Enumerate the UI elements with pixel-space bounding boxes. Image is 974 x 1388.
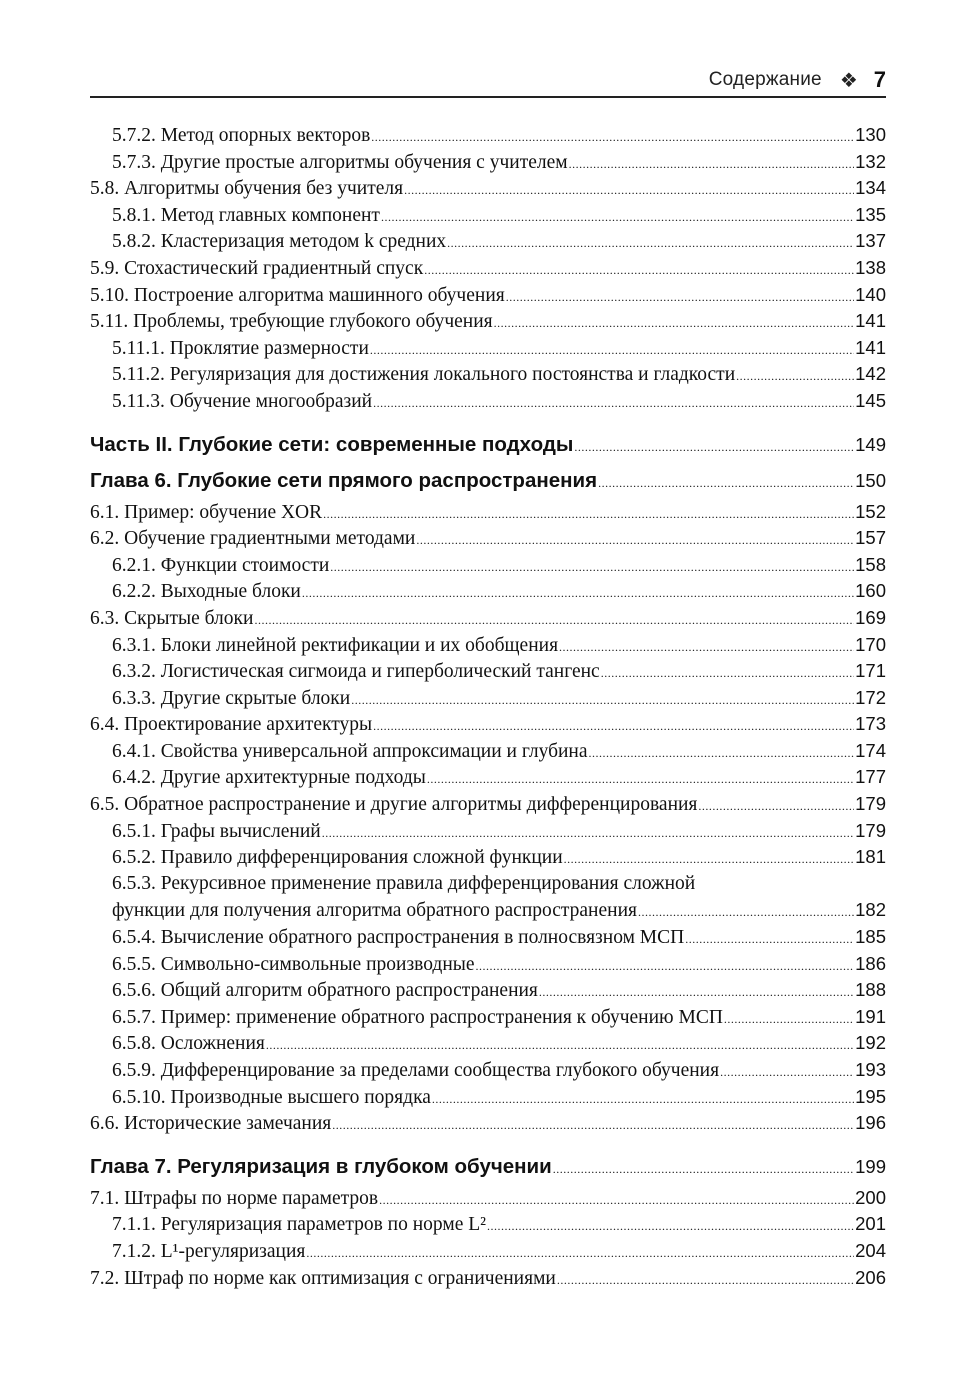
toc-entry-title: 6.5.10. Производные высшего порядка [112,1086,431,1108]
toc-page-number: 171 [855,660,886,682]
toc-page-number: 188 [855,979,886,1001]
toc-page-number: 192 [855,1032,886,1054]
toc-page-number: 179 [855,793,886,815]
toc-page-number: 141 [855,336,886,358]
dot-leader [266,1032,854,1059]
dot-leader [432,1086,854,1113]
dot-leader [539,979,854,1006]
toc-entry-title: 6.4.1. Свойства универсальной аппроксимации и глубина [112,740,588,762]
toc-entry-row[interactable] [90,228,886,255]
toc-page-number: 177 [855,766,886,788]
toc-entry-title: 5.7.3. Другие простые алгоритмы обучения с учителем [112,151,568,173]
toc-entry-title: 6.1. Пример: обучение XOR [90,501,323,523]
dot-leader [476,953,855,980]
dot-leader [720,1059,854,1086]
toc-entry-title: 5.7.2. Метод опорных векторов [112,125,371,146]
toc-page-number: 191 [855,1005,886,1027]
toc-entry-row[interactable] [90,1084,886,1111]
toc-entry-row[interactable] [90,552,886,579]
toc-entry-title: 6.3.1. Блоки линейной ректификации и их обобщения [112,634,559,656]
toc-page-number: 141 [855,310,886,332]
toc-entry-title: 7.1.1. Регуляризация параметров по норме L² [112,1214,487,1236]
toc-entry-title: 5.8.1. Метод главных компонент [112,204,380,226]
toc-entry-title: 6.2.1. Функции стоимости [112,554,330,576]
running-header [90,64,886,98]
toc-entry-title: 6.4. Проектирование архитектуры [90,714,373,736]
toc-entry-row[interactable] [90,605,886,632]
toc-page-number: 158 [855,553,886,575]
dot-leader [559,634,854,661]
toc-entry-title: 6.5.8. Осложнения [112,1033,265,1055]
toc-entry-title: 5.9. Стохастический градиентный спуск [90,257,424,279]
toc-page-number: 152 [855,500,886,522]
toc-entry-row[interactable] [90,1004,886,1031]
toc-page-number: 142 [855,363,886,385]
toc-page-number: 204 [855,1239,886,1261]
page-number: 7 [873,67,886,92]
toc-page-number: 172 [855,686,886,708]
dot-leader [736,363,854,390]
toc-entry-row[interactable] [90,977,886,1004]
dot-leader [589,740,855,767]
toc-entry-row[interactable] [90,255,886,282]
toc-entry-row[interactable] [90,1185,886,1212]
dot-leader [370,337,854,364]
toc-entry-title: 6.4.2. Другие архитектурные подходы [112,767,426,789]
toc-page-number: 157 [855,527,886,549]
toc-page-number: 201 [855,1213,886,1235]
toc-entry-row[interactable] [90,685,886,712]
toc-entry-row[interactable] [90,175,886,202]
dot-leader [371,124,854,151]
toc-entry-row[interactable] [90,632,886,659]
toc-page-number: 186 [855,952,886,974]
toc-entry-title: 6.3. Скрытые блоки [90,607,254,629]
toc-page-number: 173 [855,713,886,735]
toc-entry-row[interactable] [90,308,886,335]
toc-entry-title: 6.5. Обратное распространение и другие алгоритмы дифференцирования [90,794,698,816]
toc-page-number: 174 [855,739,886,761]
dot-leader [427,766,854,793]
toc-page-number: 199 [855,1155,886,1177]
dot-leader [447,230,854,257]
toc-entry-row[interactable] [90,388,886,415]
toc-page-number: 140 [855,283,886,305]
toc-entry-row[interactable] [90,1265,886,1292]
toc-heading-row[interactable] [90,427,886,463]
table-of-contents [90,122,886,1291]
dot-leader [373,390,854,417]
dot-leader [254,607,854,634]
toc-heading-row[interactable] [90,463,886,499]
toc-entry-row[interactable] [90,1110,886,1137]
dot-leader [373,713,854,740]
toc-entry-row[interactable] [90,282,886,309]
toc-entry-row[interactable] [90,149,886,176]
dot-leader [306,1240,854,1267]
dot-leader [494,310,854,337]
toc-page-number: 169 [855,606,886,628]
dot-leader [685,926,854,953]
dot-leader [381,204,854,231]
toc-entry-title: 6.5.1. Графы вычислений [112,820,321,842]
dot-leader [564,846,854,873]
toc-page-number: 134 [855,177,886,199]
toc-entry-row[interactable] [90,1238,886,1265]
toc-page-number: 179 [855,819,886,841]
toc-entry-title: Часть II. Глубокие сети: современные подходы [90,432,574,456]
dot-leader [698,793,854,820]
toc-entry-row[interactable] [90,764,886,791]
toc-page-number: 137 [855,230,886,252]
dot-leader [487,1213,854,1240]
toc-page-number: 196 [855,1112,886,1134]
toc-entry-title: 5.11.1. Проклятие размерности [112,337,369,359]
toc-entry-row[interactable] [90,818,886,845]
dot-leader [724,1006,854,1033]
toc-entry-row[interactable] [90,525,886,552]
diamond-ornament-icon: ❖ [839,69,858,92]
toc-entry-title: 6.5.6. Общий алгоритм обратного распространения [112,980,538,1002]
toc-entry-row[interactable] [90,791,886,818]
toc-entry-row[interactable] [90,202,886,229]
toc-page-number: 195 [855,1085,886,1107]
toc-entry-title: 7.1. Штрафы по норме параметров [90,1187,379,1209]
toc-entry-row[interactable] [90,361,886,388]
toc-entry-row[interactable] [90,711,886,738]
toc-page-number: 135 [855,203,886,225]
dot-leader [322,820,854,847]
toc-entry-title: 5.8. Алгоритмы обучения без учителя [90,178,404,200]
toc-entry-title: 5.11. Проблемы, требующие глубокого обучения [90,311,493,333]
toc-entry-title: 5.11.3. Обучение многообразий [112,390,373,412]
dot-leader [404,177,854,204]
dot-leader [553,1151,854,1187]
toc-entry-title: 6.3.2. Логистическая сигмоида и гиперболический тангенс [112,661,600,683]
toc-entry-title: 6.2. Обучение градиентными методами [90,528,416,550]
toc-page-number: 150 [855,469,886,491]
toc-entry-row[interactable] [90,1211,886,1238]
toc-page-number: 145 [855,389,886,411]
toc-page-number: 185 [855,926,886,948]
dot-leader [557,1267,854,1294]
toc-entry-row[interactable] [90,578,886,605]
header-title: Содержание [708,69,822,90]
dot-leader [379,1187,854,1214]
toc-entry-row[interactable] [90,122,886,149]
toc-entry-title: 6.5.3. Рекурсивное применение правила дифференцирования сложной [112,872,696,894]
toc-page-number: 181 [855,846,886,868]
toc-entry-row[interactable] [90,1030,886,1057]
toc-entry-row[interactable] [90,335,886,362]
dot-leader [416,527,854,554]
toc-page-number: 149 [855,433,886,455]
toc-page-number: 130 [855,124,886,145]
toc-entry-title: 6.5.2. Правило дифференцирования сложной функции [112,847,563,869]
toc-page-number: 206 [855,1266,886,1288]
dot-leader [332,1112,854,1139]
dot-leader [598,465,854,501]
toc-entry-title: Глава 6. Глубокие сети прямого распространения [90,468,598,492]
toc-entry-row[interactable] [90,658,886,685]
toc-entry-title: 5.11.2. Регуляризация для достижения локального постоянства и гладкости [112,364,736,386]
dot-leader [424,257,854,284]
toc-entry-title: Глава 7. Регуляризация в глубоком обучении [90,1154,552,1178]
toc-entry-title: 7.2. Штраф по норме как оптимизация с ограничениями [90,1267,556,1289]
dot-leader [506,284,854,311]
toc-entry-row[interactable] [90,871,886,898]
toc-entry-row[interactable] [90,738,886,765]
toc-page-number: 138 [855,256,886,278]
toc-page-number: 200 [855,1186,886,1208]
toc-entry-title: 6.5.7. Пример: применение обратного распространения к обучению МСП [112,1006,723,1028]
toc-page-number: 160 [855,580,886,602]
toc-heading-row[interactable] [90,1149,886,1185]
toc-entry-row[interactable] [90,897,886,924]
toc-page-number: 182 [855,899,886,921]
toc-entry-row[interactable] [90,499,886,526]
toc-entry-title: 6.5.5. Символьно-символьные производные [112,953,475,975]
toc-entry-title: 7.1.2. L¹-регуляризация [112,1240,306,1262]
toc-entry-title: 6.3.3. Другие скрытые блоки [112,687,351,709]
toc-entry-row[interactable] [90,951,886,978]
toc-entry-row[interactable] [90,844,886,871]
toc-entry-title: 5.8.2. Кластеризация методом k средних [112,231,447,253]
toc-page-number: 170 [855,633,886,655]
toc-page-number: 193 [855,1059,886,1080]
toc-entry-row[interactable] [90,1057,886,1084]
dot-leader [351,687,854,714]
dot-leader [601,660,854,687]
toc-entry-title: 5.10. Построение алгоритма машинного обучения [90,284,505,306]
toc-entry-title: 6.5.9. Дифференцирование за пределами сообщества глубокого обучения [112,1060,720,1081]
toc-entry-title: 6.6. Исторические замечания [90,1113,332,1135]
dot-leader [330,554,854,581]
dot-leader [323,501,854,528]
dot-leader [569,151,855,178]
toc-entry-title: функции для получения алгоритма обратного распространения [112,900,637,922]
toc-page-number: 132 [855,150,886,172]
toc-entry-title: 6.2.2. Выходные блоки [112,581,301,603]
dot-leader [574,429,854,465]
dot-leader [302,580,854,607]
toc-entry-row[interactable] [90,924,886,951]
toc-entry-title: 6.5.4. Вычисление обратного распространения в полносвязном МСП [112,927,685,949]
dot-leader [638,899,854,926]
